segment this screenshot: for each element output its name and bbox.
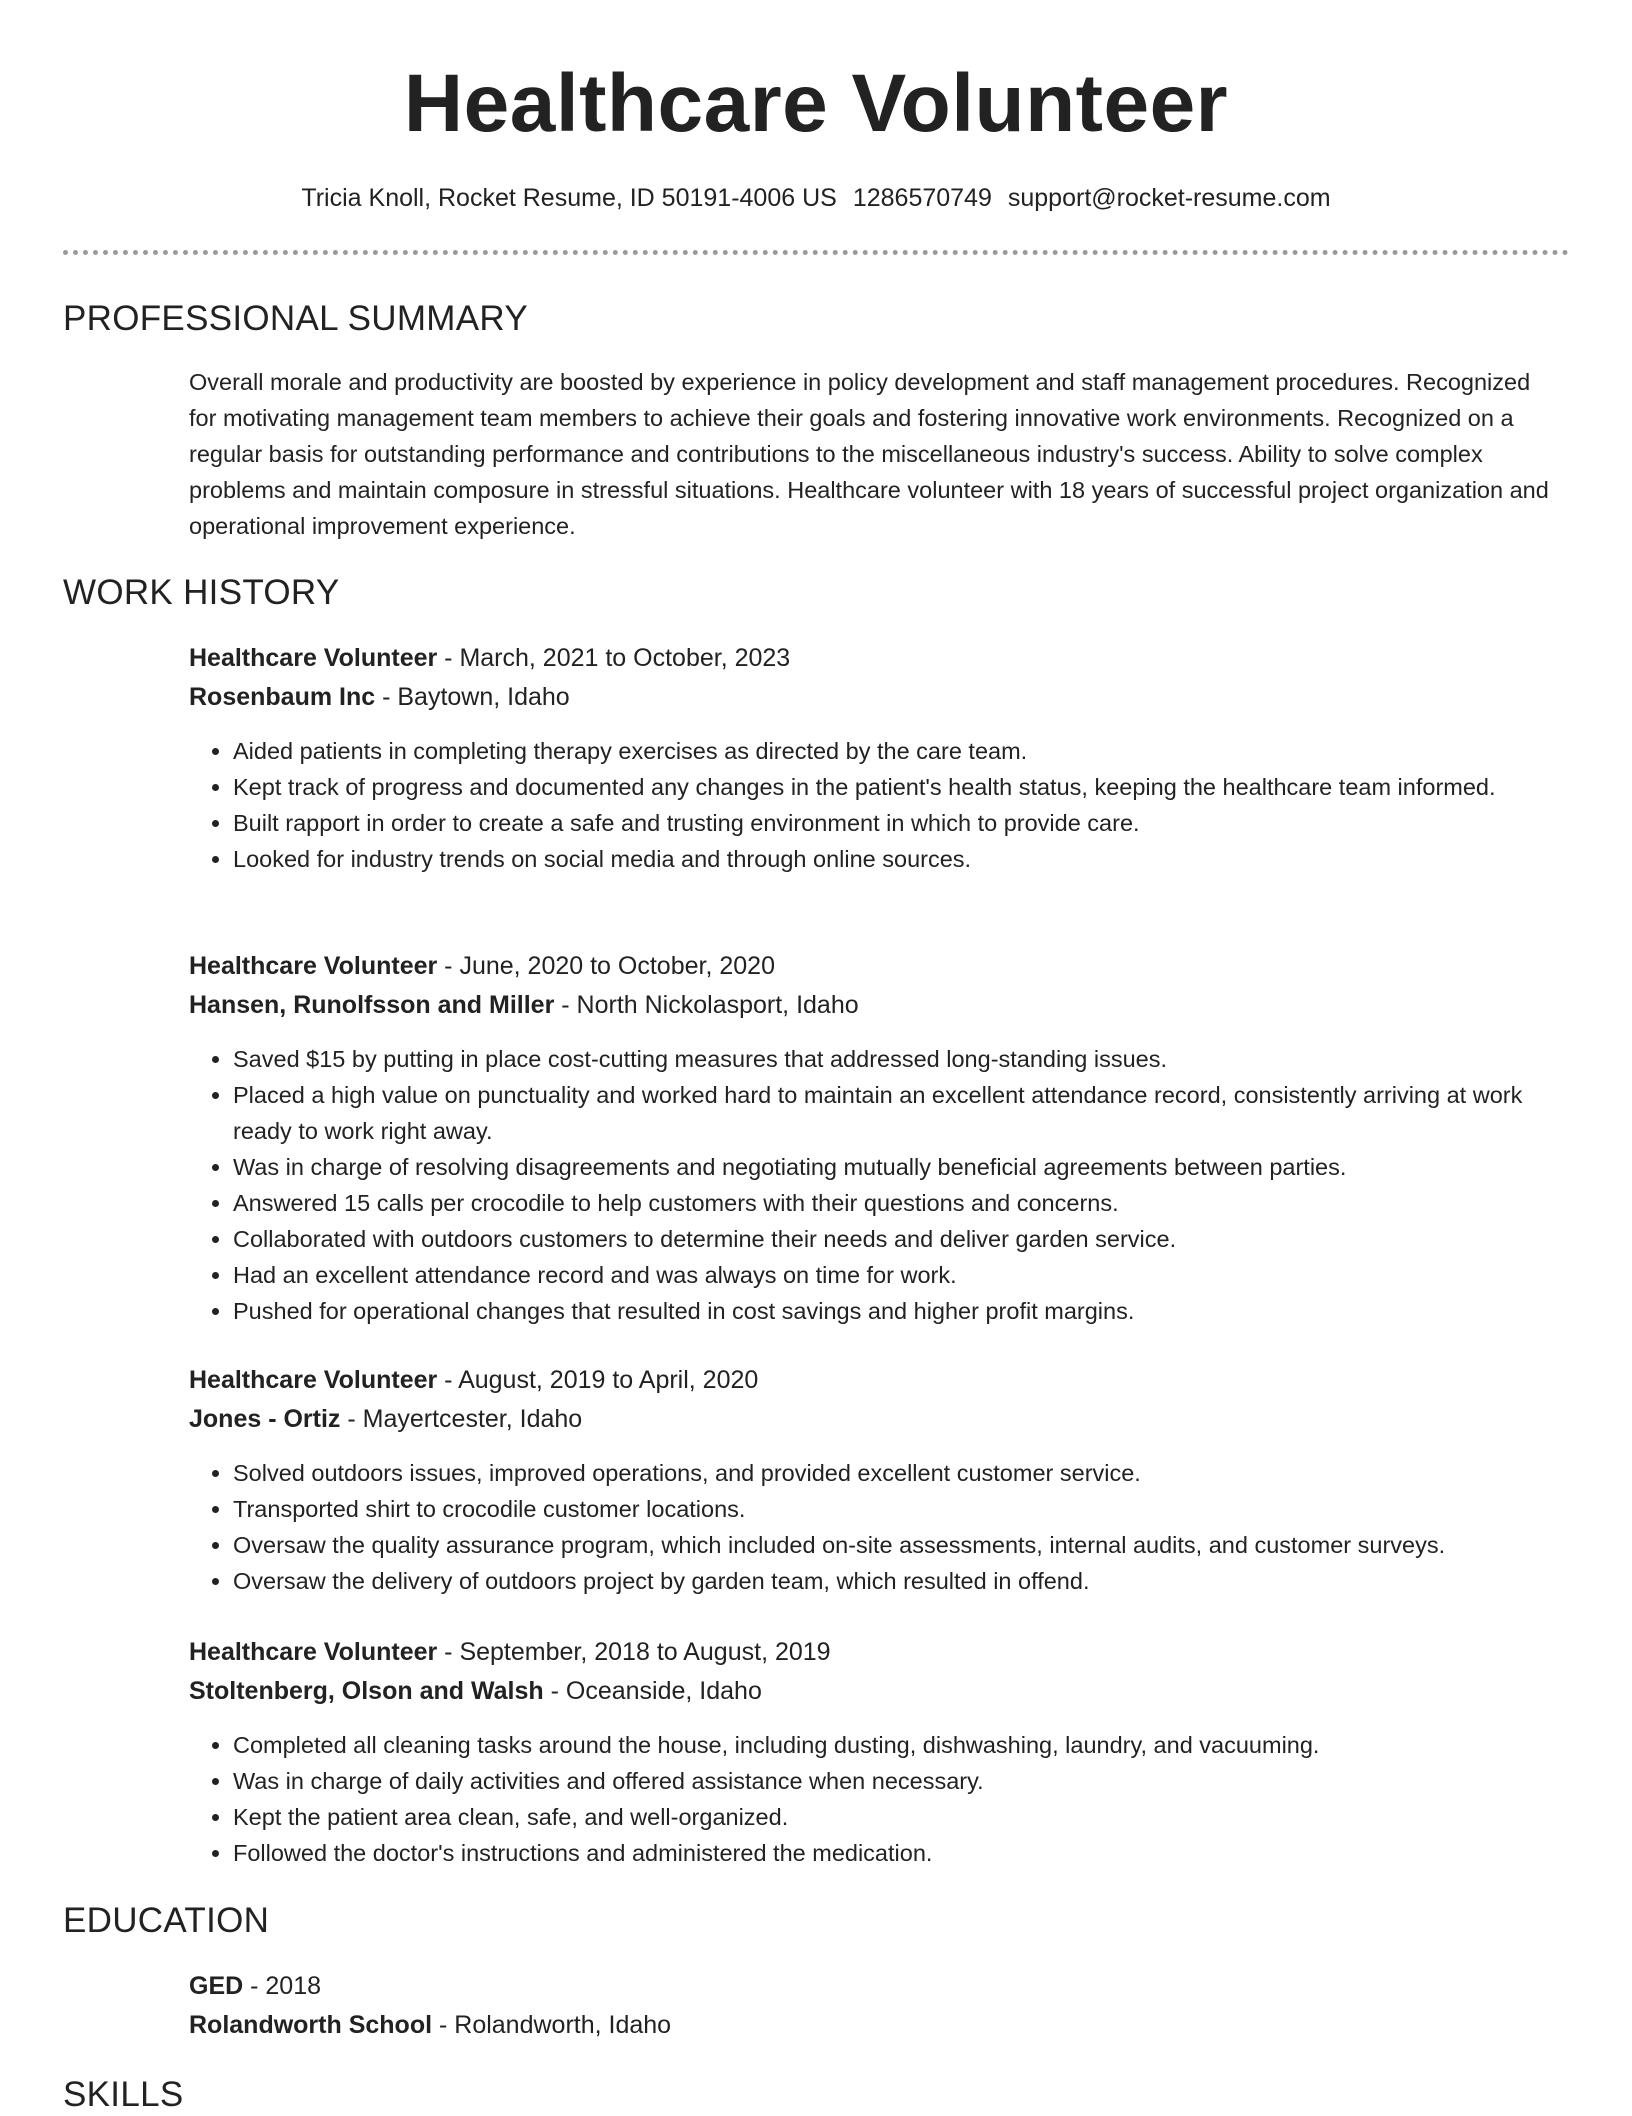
list-item: • Oversaw the quality assurance program, which included on-site assessments, internal audits, and customer surveys. — [233, 1527, 1549, 1563]
job-bullets — [189, 733, 1549, 877]
job-location: - Mayertcester, Idaho — [340, 1405, 583, 1433]
job-company-line — [189, 1673, 762, 1709]
job-dates: - August, 2019 to April, 2020 — [437, 1366, 759, 1394]
job-title: Healthcare Volunteer — [189, 1366, 438, 1394]
job-bullets — [189, 1455, 1549, 1599]
job-company: Hansen, Runolfsson and Miller — [189, 991, 555, 1019]
job-title-line — [189, 948, 775, 984]
education-heading: EDUCATION — [63, 1901, 270, 1940]
list-item: • Transported shirt to crocodile customer locations. — [233, 1491, 1549, 1527]
list-item: • Kept track of progress and documented any changes in the patient's health status, keeping the healthcare team informed. — [233, 769, 1549, 805]
list-item: • Kept the patient area clean, safe, and well-organized. — [233, 1799, 1549, 1835]
contact-address: Tricia Knoll, Rocket Resume, ID 50191-4006 US — [301, 184, 837, 212]
list-item: • Collaborated with outdoors customers to determine their needs and deliver garden service. — [233, 1221, 1549, 1257]
list-item: • Followed the doctor's instructions and administered the medication. — [233, 1835, 1549, 1871]
contact-phone: 1286570749 — [852, 184, 992, 212]
list-item: • Oversaw the delivery of outdoors project by garden team, which resulted in offend. — [233, 1563, 1549, 1599]
job-title: Healthcare Volunteer — [189, 644, 438, 672]
job-company: Rosenbaum Inc — [189, 683, 376, 711]
job-title-line — [189, 640, 790, 676]
job-title-line — [189, 1362, 758, 1398]
resume-title: Healthcare Volunteer — [403, 58, 1229, 149]
education-degree-line — [189, 1968, 321, 2004]
job-location: - Baytown, Idaho — [375, 683, 570, 711]
job-location: - North Nickolasport, Idaho — [554, 991, 859, 1019]
list-item: • Was in charge of resolving disagreements and negotiating mutually beneficial agreements between parties. — [233, 1149, 1549, 1185]
header-divider — [63, 250, 1569, 255]
job-title: Healthcare Volunteer — [189, 1638, 438, 1666]
skills-heading: SKILLS — [63, 2075, 184, 2114]
job-location: - Oceanside, Idaho — [543, 1677, 762, 1705]
job-title: Healthcare Volunteer — [189, 952, 438, 980]
list-item: • Was in charge of daily activities and offered assistance when necessary. — [233, 1763, 1549, 1799]
job-company-line — [189, 987, 859, 1023]
work-history-heading: WORK HISTORY — [63, 573, 340, 612]
job-company-line — [189, 679, 570, 715]
job-company-line — [189, 1401, 582, 1437]
job-bullets — [189, 1727, 1549, 1871]
list-item: • Completed all cleaning tasks around the house, including dusting, dishwashing, laundry, and vacuuming. — [233, 1727, 1549, 1763]
summary-text: Overall morale and productivity are boosted by experience in policy development and staff management procedures. Recognized for motivating management team members to achieve their goals and fostering innovative work environments. Recognized on a regular basis for outstanding performance and contributions to the miscellaneous industry's success. Ability to solve complex problems and maintain composure in stressful situations. Healthcare volunteer with 18 years of successful project organization and operational improvement experience. — [189, 369, 1549, 539]
list-item: • Pushed for operational changes that resulted in cost savings and higher profit margins. — [233, 1293, 1549, 1329]
list-item: • Placed a high value on punctuality and worked hard to maintain an excellent attendance record, consistently arriving at work ready to work right away. — [233, 1077, 1549, 1149]
list-item: • Looked for industry trends on social media and through online sources. — [233, 841, 1549, 877]
education-year: - 2018 — [243, 1972, 322, 2000]
job-company: Stoltenberg, Olson and Walsh — [189, 1677, 544, 1705]
contact-email: support@rocket-resume.com — [1007, 184, 1331, 212]
education-school: Rolandworth School — [189, 2011, 433, 2039]
job-dates: - March, 2021 to October, 2023 — [437, 644, 791, 672]
education-degree: GED — [189, 1972, 244, 2000]
job-bullets — [189, 1041, 1549, 1329]
list-item: • Aided patients in completing therapy exercises as directed by the care team. — [233, 733, 1549, 769]
job-dates: - September, 2018 to August, 2019 — [437, 1638, 831, 1666]
contact-line — [0, 182, 1632, 214]
job-company: Jones - Ortiz — [189, 1405, 341, 1433]
education-school-line — [189, 2007, 671, 2043]
list-item: • Built rapport in order to create a safe and trusting environment in which to provide care. — [233, 805, 1549, 841]
job-dates: - June, 2020 to October, 2020 — [437, 952, 775, 980]
list-item: • Saved $15 by putting in place cost-cutting measures that addressed long-standing issues. — [233, 1041, 1549, 1077]
list-item: • Answered 15 calls per crocodile to help customers with their questions and concerns. — [233, 1185, 1549, 1221]
job-title-line — [189, 1634, 831, 1670]
list-item: • Had an excellent attendance record and was always on time for work. — [233, 1257, 1549, 1293]
list-item: • Solved outdoors issues, improved operations, and provided excellent customer service. — [233, 1455, 1549, 1491]
education-location: - Rolandworth, Idaho — [432, 2011, 672, 2039]
summary-heading: PROFESSIONAL SUMMARY — [63, 299, 528, 338]
